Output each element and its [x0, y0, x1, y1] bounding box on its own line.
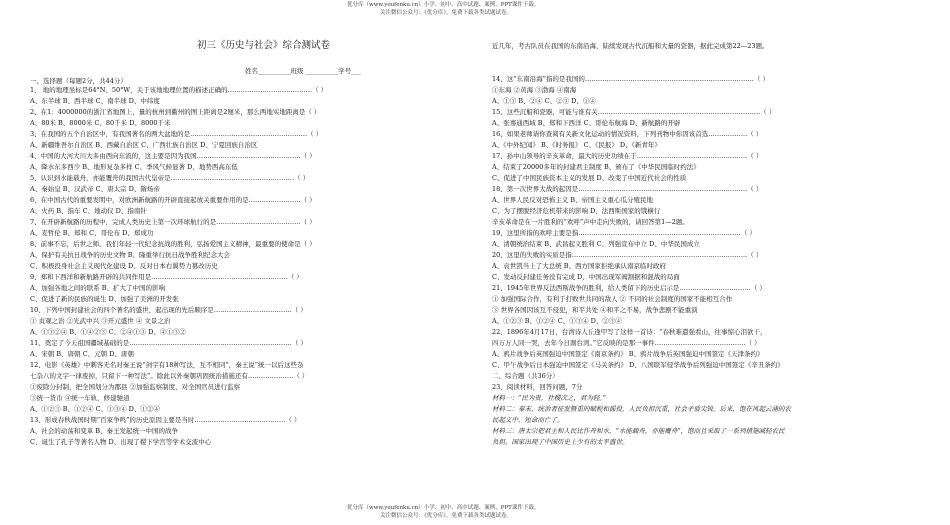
left-line: 初三《历史与社会》综合测试卷 [197, 40, 331, 51]
left-line: 11、奠定了今天祖国疆域基础的是…………………………………………………………………（ ） [30, 339, 307, 347]
left-line: A、麦哲伦 B、郑和 C、哥伦布 D、郑成功 [30, 229, 154, 237]
right-line: A、世界人民反对恐怖主义 B、帝国主义重心瓜分殖民地 [492, 196, 654, 204]
right-line: C、为了摆脱经济危机带来的影响 D、法西斯国家的饿横行 [492, 207, 661, 215]
left-line: A、东半球 B、西半球 C、南半球 D、中纬度 [30, 97, 160, 105]
right-line: A、袁世凯当上了大总统 B、西方国家拒绝承认南京临时政府 [492, 262, 667, 270]
right-line: A、结束了20000多年的封建君主制度 B、颁布了《中华民国临时约法》 [492, 163, 700, 171]
left-line: 3、在我国的五个自治区中，有我国著名的两大盆地的是………………………………………………（ ） [30, 130, 323, 138]
left-line: A、加强各地之间的联系 B、扩大了中国的影响 [30, 284, 166, 292]
left-line: 10、下列中国封建社会的四个著名的盛世，起出现的先后顺序是………………………………（ ） [30, 306, 307, 314]
right-line: ① 加强国际合作，有利于打败世共同的敌人 ② 不同的社会制度的国家不能相互合作 [492, 295, 733, 303]
left-line: ③统一货币 ④统一车轨，修建驰道 [30, 394, 130, 402]
left-line: A、宋朝 B、唐朝 C、元朝 D、唐朝 [30, 350, 134, 358]
right-line: 21、1945年世界反法西斯战争的胜利，给人类留下的历史启示是……………………………（ ） [492, 284, 766, 292]
header-line-2: 关注微信公众号：《优分库》，免费下载各类试题试卷。 [380, 10, 513, 16]
right-line: A、鸦片战争后英国强迫中国签定《南京条约》 B、鸦片战争后英国强迫中国签定《天津条约》 [492, 350, 764, 358]
left-line: A、火药 B、指车 C、地动仪 D、指南针 [30, 207, 147, 215]
right-line: 23、阅读材料，回答问题，7分 [492, 383, 583, 391]
left-line: C、诞生了孔子等著名人物 D、出现了稷下学宫等学术交流中心 [30, 438, 212, 446]
right-line: 22、1896年4月17日，台湾诗人丘逢甲写了这样一首诗：“春秋难遣强看山，往事惊心泪欲干， [492, 328, 767, 336]
left-line: A、①②③ B、①②④ C、①③④ D、①②④ [30, 405, 160, 413]
left-line: 1、 地的地理坐标是64°N、50°W，关于该地地理位置的描述正确的…………………………………（ ） [30, 86, 328, 94]
left-line: ① 贞观之治 ②光武中兴 ③开元盛世 ④ 文景之治 [30, 317, 171, 325]
right-line: 17、孙中山领导的辛亥革命，最大的历史功绩在于……………………………………………（ ） [492, 152, 763, 160]
right-line: 材料一：“民为贵，社稷次之，君为轻。” [492, 394, 606, 402]
right-line: A、①③ B、②④ C、②③ D、①④ [492, 97, 596, 105]
right-line: A、清朝统治结束 B、武昌起义胜利 C、列强宣布中立 D、中华民国成立 [492, 240, 700, 248]
right-line: A、①②③ B、①②④ C、①③④ D、②③④ [492, 317, 622, 325]
left-line: 一、选择题（每题2分，共44分） [30, 77, 127, 85]
right-line: 二、综合题（共36分） [492, 372, 559, 380]
right-line: 四万万人同一哭，去年今日割台湾。”它反映的是那一事件……………………………………（ ） [492, 339, 761, 347]
left-line: ①废除分封制，把全国划分为郡县 ②加强监察制度，对全国官员进行监察 [30, 383, 241, 391]
left-line: A、①③②④ B、①④②③ C、②④①③ D、④①③② [30, 328, 186, 336]
left-line: C、促进了新的民族的诞生 D、加强了美洲的开发张 [30, 295, 179, 303]
right-line: ①东海 ②黄海 ③渤海 ④南海 [492, 86, 577, 94]
right-line: C、甲午战争后日本强迫中国签定《马关条约》 D、八国联军侵华战争后列强迫中国签定《辛丑条约》 [492, 361, 784, 369]
left-line: 9、郑和下西洋和新航路开辟的共同作用是………………………………………………………（ ） [30, 273, 303, 281]
left-line: A、降水东多西少 B、地形复杂多样 C、季风气候显著 D、地势西高东低 [30, 163, 238, 171]
right-line: 14、这“东南沿海”指的是我国的……………………………………………………………………（ ） [492, 75, 769, 83]
left-line: A、新疆维吾尔自治区 B、西藏自治区 C、广西壮族自治区 D、宁夏回族自治区 [30, 141, 258, 149]
left-line: C、积极投身社会主义现代化建设 D、反对日本右翼势力篡改历史 [30, 262, 218, 270]
right-line: 近几年，考古队员在我国的东南沿海，陆续发现古代沉船和大量的瓷器，据此完成第22—23题。 [492, 42, 769, 50]
left-line: 2、在1：4000000的浙江省地图上，量的杭州到衢州的图上距离是2厘米，那么两地实地距离是（ ） [30, 108, 321, 116]
right-line: 15、这些沉船和瓷器，可能与谁有关…………………………………………………………………（ ） [492, 108, 776, 116]
left-line: 7、在开辟新航路的历程中，完成人类历史上第一次环球航行的是…………………………………（ ） [30, 218, 316, 226]
right-line: 16、如果老师请你查阅有关新文化运动的情况资料，下列刊物中你因该首选………………（ ） [492, 130, 763, 138]
right-line: ③ 世界各国因该互不侵犯，和平共处 ④和平之不易，战争悲剧不能重演 [492, 306, 698, 314]
right-line: C、发动反封建任务没有完成 D、中国出现军阀割据和混战的局面 [492, 273, 680, 281]
left-line: 七杂八的文字一律废掉，只留下一种写法”。除此以外秦朝巩固统治措施还有…………………（ ） [30, 372, 309, 380]
right-line: 辛亥革命是在一片胜利的“欢呼”声中走向失败的，请回答第1—2题。 [492, 218, 689, 226]
left-line: A、秦始皇 B、汉武帝 C、唐太宗 D、隋炀帝 [30, 185, 160, 193]
right-line: 20、这里的失败的实质是指………………………………………………………………………（ ） [492, 251, 763, 259]
right-line: C、促进了中国民族资本主义的发展 D、改变了中国近代社会的性质 [492, 174, 687, 182]
right-line: A、《中外纪闻》 B、《时务报》 C、《民报》 D、《新青年》 [492, 141, 661, 149]
left-line: 13、形成春秋战国时期“百家争鸣”的历史原因主要是当时……………………………………（ ） [30, 416, 301, 424]
left-line: 4、中国的大河大川大多由西向东流的，这主要是因为我国…………………………………………（ ） [30, 152, 316, 160]
right-line: 18、第一次世界大战的起因是……………………………………………………………………（ ） [492, 185, 763, 193]
left-line: 姓名__________班级 __________学号___ [245, 67, 361, 75]
right-line: 19、这里所指的欢呼主要是指…………………………………………………………………（ ） [492, 229, 756, 237]
left-line: 8、前事不忘，后世之师。我们年轻一代纪念抗战的胜利，弘扬爱国主义精神，最重要的使命是（ ） [30, 240, 316, 248]
right-line: 民起义中，短命而亡了。 [492, 416, 564, 424]
right-line: 材料三：唐太宗把君主和人民比作舟和水，“水能载舟，亦能覆舟”，饱而且采取了一系列措施减轻农民 [492, 427, 785, 435]
header-line-1: 优分库（www.youfenku.cn）小学、初中、高中试题、案例、PPT课件下载。 [347, 2, 540, 8]
left-line: A、社会的动荡和变革 B、秦王发起统一中国的战争 [30, 427, 179, 435]
right-line: 材料二：秦末，统治者征发暨重的赋税和徭役，人民负担沉重，社会矛盾尖锐。后来，饱在风起云涌的农 [492, 405, 791, 413]
left-line: A、保护有关抗日战争的历史文物 B、隆重举行抗日战争胜利纪念大会 [30, 251, 231, 259]
left-line: 12、电影《英雄》中刺客无名对秦王说“剑字有18种写法，互不相同”，秦王说“统一以后这些杂 [30, 361, 304, 369]
right-line: A、张骞通西域 B、郑和下西洋 C、哥伦布航海 D、新航路的开辟 [492, 119, 681, 127]
left-line: 6、在中国古代的重要发明中，对欧洲新航路的开辟直接起放关重要作用的是……………………（ ） [30, 196, 316, 204]
left-line: 5、认识到水能载舟，亦能覆舟的我国古代皇帝是…………………………………………………（ ） [30, 174, 310, 182]
right-line: 负担，国家出现了中国历史上少有的太平盛世。 [492, 438, 629, 446]
footer-line-1: 优分库（www.youfenku.cn）小学、初中、高中试题、案例、PPT课件下载。 [347, 505, 540, 511]
footer-line-2: 关注微信公众号：《优分库》，免费下载各类试题试卷。 [380, 513, 513, 519]
left-line: A、80米 B、8000米 C、80千米 D、8000千米 [30, 119, 171, 127]
